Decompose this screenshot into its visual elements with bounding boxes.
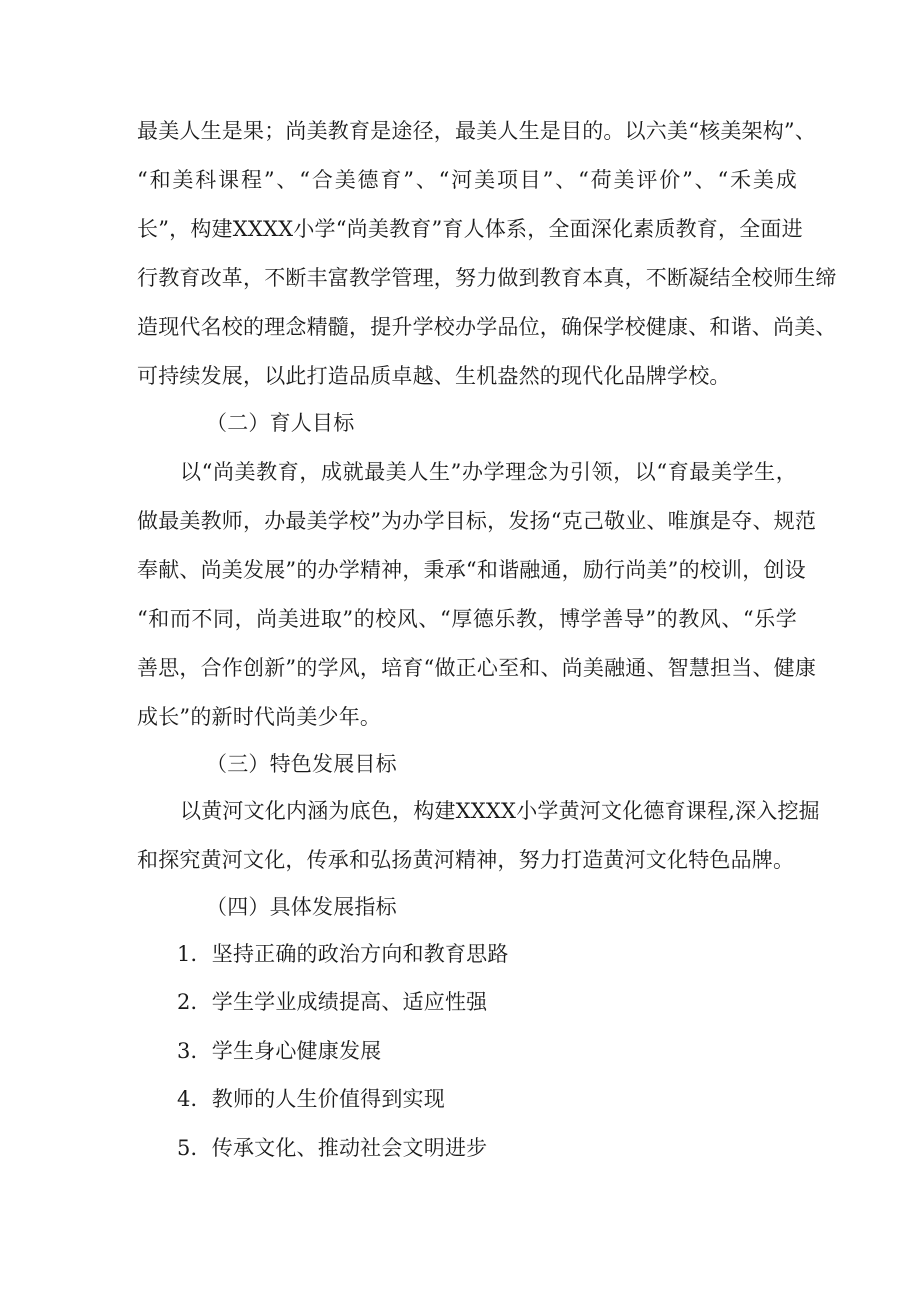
list-item: 1．坚持正确的政治方向和教育思路 — [177, 942, 509, 966]
paragraph-line: “和美科课程”、“合美德育”、“河美项目”、“荷美评价”、“禾美成 — [137, 168, 797, 192]
paragraph-line: 成长”的新时代尚美少年。 — [137, 705, 382, 729]
list-item: 3．学生身心健康发展 — [177, 1039, 382, 1063]
paragraph-line: 和探究黄河文化，传承和弘扬黄河精神，努力打造黄河文化特色品牌。 — [137, 848, 795, 872]
paragraph-line: 善思，合作创新”的学风，培育“做正心至和、尚美融通、智慧担当、健康 — [137, 656, 817, 680]
paragraph-line: 以黄河文化内涵为底色，构建XXXX小学黄河文化德育课程,深入挖掘 — [180, 799, 820, 823]
section-heading: （二）育人目标 — [206, 411, 355, 435]
paragraph-line: 最美人生是果；尚美教育是途径，最美人生是目的。以六美“核美架构”、 — [137, 119, 817, 143]
list-item: 5．传承文化、推动社会文明进步 — [177, 1136, 488, 1160]
paragraph-line: “和而不同，尚美进取”的校风、“厚德乐教，博学善导”的教风、“乐学 — [137, 607, 797, 631]
paragraph-line: 可持续发展，以此打造品质卓越、生机盎然的现代化品牌学校。 — [137, 364, 731, 388]
paragraph-line: 长”，构建XXXX小学“尚美教育”育人体系，全面深化素质教育，全面进 — [137, 217, 803, 241]
list-item: 2．学生学业成绩提高、适应性强 — [177, 990, 488, 1014]
paragraph-line: 造现代名校的理念精髓，提升学校办学品位，确保学校健康、和谐、尚美、 — [137, 315, 837, 339]
paragraph-line: 奉献、尚美发展”的办学精神，秉承“和谐融通，励行尚美”的校训，创设 — [137, 558, 806, 582]
paragraph-line: 做最美教师，办最美学校”为办学目标，发扬“克己敬业、唯旗是夺、规范 — [137, 509, 817, 533]
paragraph-line: 行教育改革，不断丰富教学管理，努力做到教育本真，不断凝结全校师生缔 — [137, 266, 837, 290]
list-item: 4．教师的人生价值得到实现 — [177, 1087, 445, 1111]
section-heading: （三）特色发展目标 — [206, 752, 397, 776]
paragraph-line: 以“尚美教育，成就最美人生”办学理念为引领，以“育最美学生， — [180, 460, 797, 484]
section-heading: （四）具体发展指标 — [206, 895, 397, 919]
